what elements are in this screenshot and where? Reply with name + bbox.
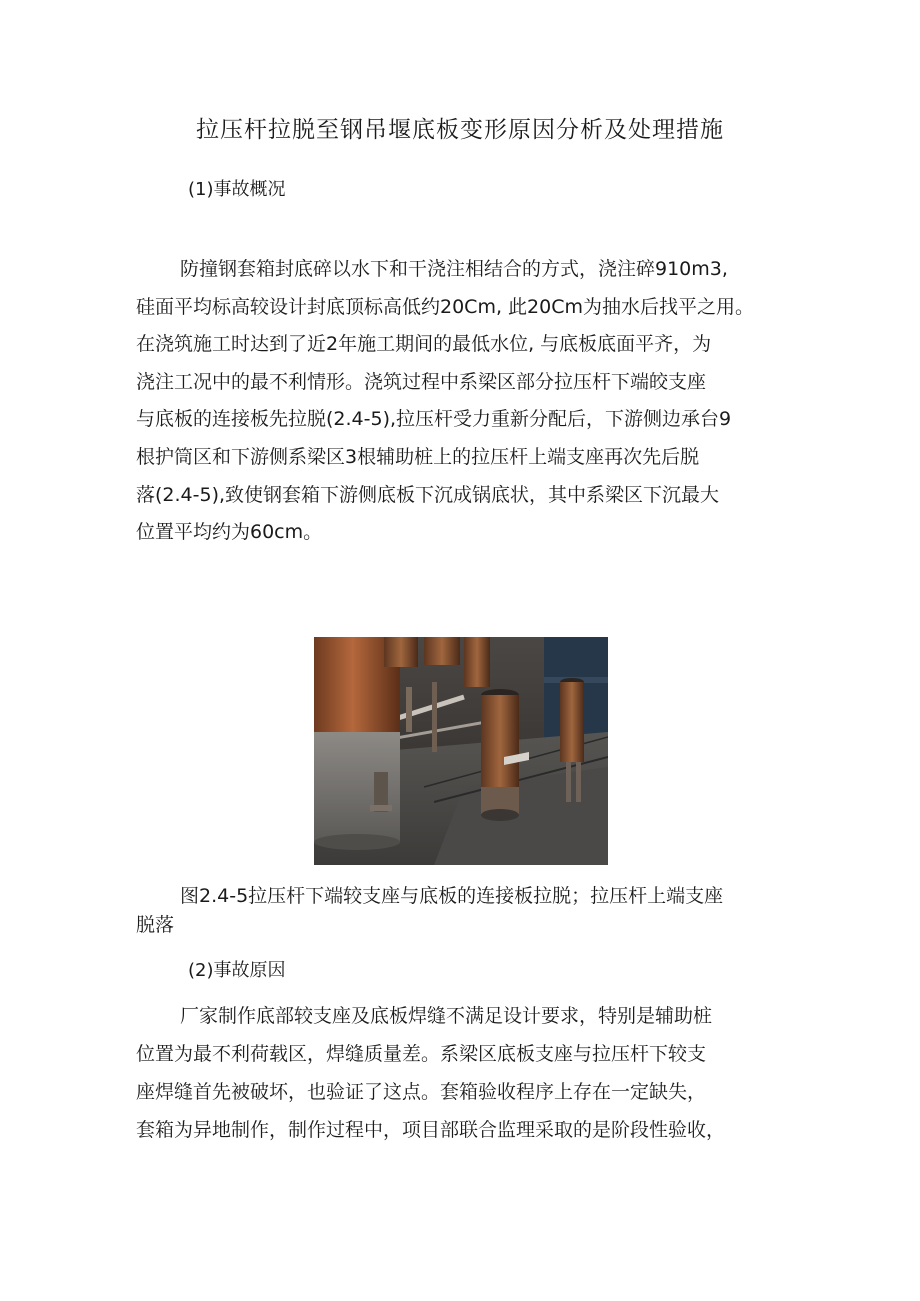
caption-line: 图2.4-5拉压杆下端较支座与底板的连接板拉脱；拉压杆上端支座 — [180, 885, 724, 907]
paragraph-line: 座焊缝首先被破坏，也验证了这点。套箱验收程序上存在一定缺失， — [136, 1081, 707, 1103]
paragraph-line: 根护筒区和下游侧系梁区3根辅助桩上的拉压杆上端支座再次先后脱 — [136, 445, 700, 468]
paragraph-line: 落(2.4-5),致使钢套箱下游侧底板下沉成锅底状，其中系梁区下沉最大 — [136, 483, 720, 506]
paragraph-line: 硅面平均标高较设计封底顶标高低约20Cm, 此20Cm为抽水后找平之用。 — [136, 295, 754, 318]
paragraph-line: 厂家制作底部较支座及底板焊缝不满足设计要求，特别是辅助桩 — [180, 1005, 713, 1027]
site-photo — [314, 637, 608, 865]
paragraph-line: 与底板的连接板先拉脱(2.4-5),拉压杆受力重新分配后，下游侧边承台9 — [136, 408, 732, 431]
paragraph-line: 浇注工况中的最不利情形。浇筑过程中系梁区部分拉压杆下端皎支座 — [136, 370, 707, 393]
paragraph-accident-overview — [136, 251, 816, 552]
section-heading-accident-overview: (1)事故概况 — [188, 179, 286, 200]
figure-caption — [136, 882, 816, 940]
paragraph-line: 位置为最不利荷载区，焊缝质量差。系梁区底板支座与拉压杆下较支 — [136, 1043, 707, 1065]
paragraph-line: 防撞钢套箱封底碎以水下和干浇注相结合的方式，浇注碎910m3, — [180, 258, 728, 280]
section-heading-accident-cause: (2)事故原因 — [188, 960, 286, 981]
paragraph-line: 套箱为异地制作，制作过程中，项目部联合监理采取的是阶段性验收， — [136, 1119, 726, 1141]
document-title: 拉压杆拉脱至钢吊堰底板变形原因分析及处理措施 — [196, 117, 724, 143]
paragraph-line: 位置平均约为60cm。 — [136, 521, 323, 544]
caption-line: 脱落 — [136, 914, 175, 936]
paragraph-line: 在浇筑施工时达到了近2年施工期间的最低水位, 与底板底面平齐，为 — [136, 333, 712, 356]
paragraph-accident-cause — [136, 997, 816, 1149]
